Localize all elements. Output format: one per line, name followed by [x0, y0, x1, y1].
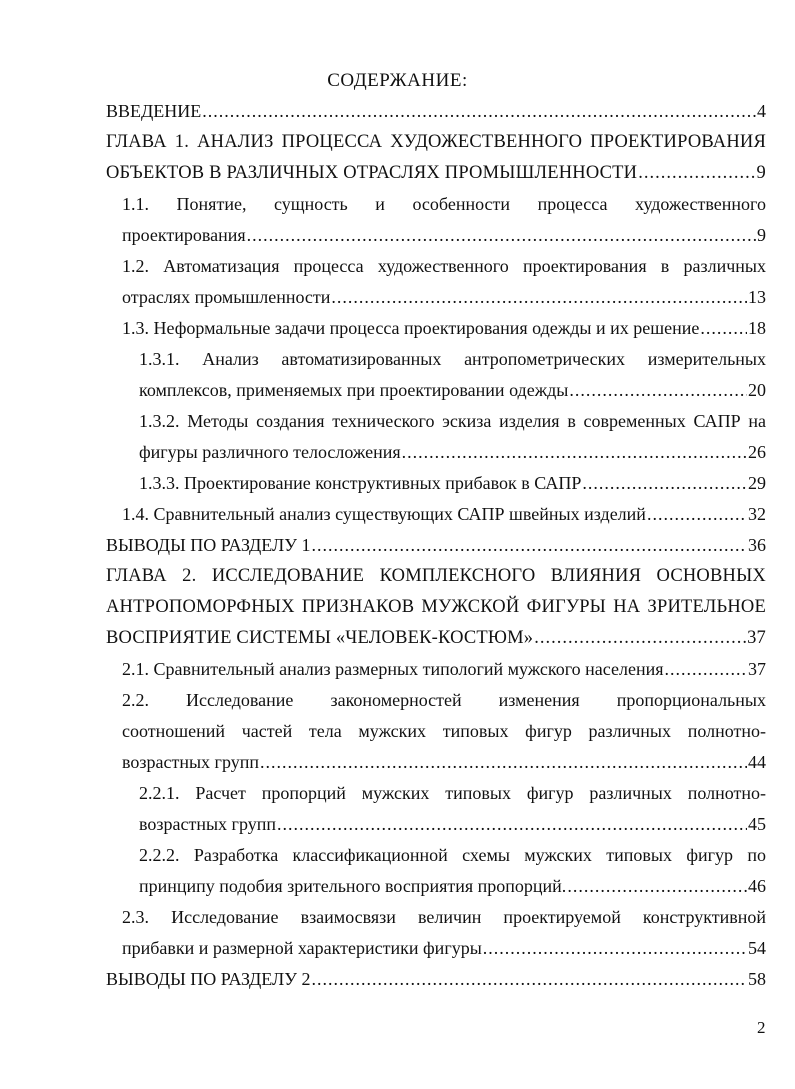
toc-page-number: 32 [748, 504, 766, 524]
dot-leader [277, 809, 747, 840]
toc-entry-title-line: ГЛАВА 2. ИССЛЕДОВАНИЕ КОМПЛЕКСНОГО ВЛИЯНИЯ ОСНОВНЫХ [106, 566, 766, 586]
toc-entry-1-2 [106, 251, 766, 313]
toc-line [139, 809, 766, 840]
dot-leader [638, 158, 755, 189]
toc-entry-title: 1.3.3. Проектирование конструктивных прибавок в САПР [139, 473, 582, 493]
toc-page-number: 44 [748, 752, 766, 772]
toc-page-number: 45 [748, 814, 766, 834]
toc-entry-2-2 [106, 685, 766, 778]
toc-line [139, 375, 766, 406]
dot-leader [569, 375, 747, 406]
toc-page-number: 29 [748, 473, 766, 493]
toc-page-number: 9 [756, 163, 766, 183]
toc-entry-2-2-2 [106, 840, 766, 902]
toc-entry-conclusions-2 [106, 964, 766, 995]
toc-entry-1-1 [106, 189, 766, 251]
toc-line [106, 964, 766, 995]
dot-leader [247, 220, 756, 251]
toc-entry-2-1 [106, 654, 766, 685]
toc-page-number: 37 [748, 659, 766, 679]
toc-entry-introduction [106, 96, 766, 127]
toc-entry-title: ОБЪЕКТОВ В РАЗЛИЧНЫХ ОТРАСЛЯХ ПРОМЫШЛЕННОСТИ [106, 163, 638, 183]
toc-entry-2-2-1 [106, 778, 766, 840]
toc-page-number: 26 [748, 442, 766, 462]
toc-entry-title-line: 2.2. Исследование закономерностей изменения пропорциональных [122, 690, 766, 710]
dot-leader [567, 871, 747, 902]
toc-entry-title: проектирования [122, 225, 246, 245]
toc-entry-1-3-2 [106, 406, 766, 468]
toc-line [122, 499, 766, 530]
dot-leader [260, 747, 747, 778]
dot-leader [647, 499, 747, 530]
dot-leader [311, 530, 747, 561]
toc-entry-title: возрастных групп [122, 752, 259, 772]
toc-entry-1-3-1 [106, 344, 766, 406]
toc-entry-title: принципу подобия зрительного восприятия пропорций. [139, 876, 567, 896]
toc-entry-1-3 [106, 313, 766, 344]
dot-leader [700, 313, 747, 344]
toc-entry-title: фигуры различного телосложения [139, 442, 401, 462]
toc-line [122, 933, 766, 964]
toc-page-number: 36 [748, 535, 766, 555]
toc-entry-title-line: 1.1. Понятие, сущность и особенности процесса художественного [122, 194, 766, 214]
toc-entry-title: ВВЕДЕНИЕ [106, 101, 202, 121]
toc-entry-title-line: 1.2. Автоматизация процесса художественного проектирования в различных [122, 256, 766, 276]
toc-entry-chapter-2 [106, 561, 766, 654]
toc-entry-title: 2.1. Сравнительный анализ размерных типологий мужского населения [122, 659, 664, 679]
toc-entry-chapter-1 [106, 127, 766, 189]
toc-page-number: 9 [757, 225, 766, 245]
toc-entry-conclusions-1 [106, 530, 766, 561]
toc-line [122, 654, 766, 685]
toc-entry-title: 1.3. Неформальные задачи процесса проектирования одежды и их решение [122, 318, 700, 338]
toc-entry-title: 1.4. Сравнительный анализ существующих САПР швейных изделий [122, 504, 646, 524]
toc-entry-2-3 [106, 902, 766, 964]
page-number: 2 [757, 1018, 766, 1037]
toc-entry-1-4 [106, 499, 766, 530]
toc-entry-title: ВОСПРИЯТИЕ СИСТЕМЫ «ЧЕЛОВЕК-КОСТЮМ» [106, 628, 534, 648]
dot-leader [582, 468, 747, 499]
dot-leader [331, 282, 747, 313]
toc-line [122, 282, 766, 313]
toc-entry-title: возрастных групп [139, 814, 276, 834]
page-title: СОДЕРЖАНИЕ: [327, 70, 468, 91]
toc-entry-title: прибавки и размерной характеристики фигуры [122, 938, 482, 958]
toc-line [106, 158, 766, 189]
toc-line [106, 96, 766, 127]
toc-line [122, 313, 766, 344]
toc-line [122, 220, 766, 251]
toc-entry-title-line: ГЛАВА 1. АНАЛИЗ ПРОЦЕССА ХУДОЖЕСТВЕННОГО ПРОЕКТИРОВАНИЯ [106, 132, 766, 152]
toc-entry-title: отраслях промышленности [122, 287, 331, 307]
toc-line [139, 871, 766, 902]
toc-page-number: 18 [748, 318, 766, 338]
table-of-contents [106, 96, 766, 995]
toc-page-number: 20 [748, 380, 766, 400]
toc-line [139, 437, 766, 468]
dot-leader [311, 964, 747, 995]
toc-page-number: 54 [748, 938, 766, 958]
toc-entry-title-line: 1.3.2. Методы создания технического эскиза изделия в современных САПР на [139, 411, 766, 431]
toc-page-number: 37 [747, 628, 766, 648]
toc-entry-title-line: 1.3.1. Анализ автоматизированных антропометрических измерительных [139, 349, 766, 369]
toc-entry-title: ВЫВОДЫ ПО РАЗДЕЛУ 1 [106, 535, 311, 555]
toc-entry-title: ВЫВОДЫ ПО РАЗДЕЛУ 2 [106, 969, 311, 989]
toc-entry-title-line: 2.2.2. Разработка классификационной схемы мужских типовых фигур по [139, 845, 766, 865]
toc-entry-title: комплексов, применяемых при проектировании одежды [139, 380, 569, 400]
toc-page-number: 13 [748, 287, 766, 307]
toc-page-number: 4 [757, 101, 766, 121]
toc-line [106, 530, 766, 561]
dot-leader [665, 654, 748, 685]
toc-entry-title-line: 2.3. Исследование взаимосвязи величин проектируемой конструктивной [122, 907, 766, 927]
toc-line [106, 623, 766, 654]
toc-entry-title-line: соотношений частей тела мужских типовых фигур различных полнотно- [122, 721, 766, 741]
dot-leader [483, 933, 747, 964]
toc-line [122, 747, 766, 778]
dot-leader [402, 437, 747, 468]
toc-entry-title-line: АНТРОПОМОРФНЫХ ПРИЗНАКОВ МУЖСКОЙ ФИГУРЫ НА ЗРИТЕЛЬНОЕ [106, 597, 766, 617]
toc-entry-title-line: 2.2.1. Расчет пропорций мужских типовых фигур различных полнотно- [139, 783, 766, 803]
toc-line [139, 468, 766, 499]
dot-leader [534, 623, 746, 654]
toc-entry-1-3-3 [106, 468, 766, 499]
toc-page-number: 58 [748, 969, 766, 989]
toc-page-number: 46 [748, 876, 766, 896]
dot-leader [202, 96, 756, 127]
